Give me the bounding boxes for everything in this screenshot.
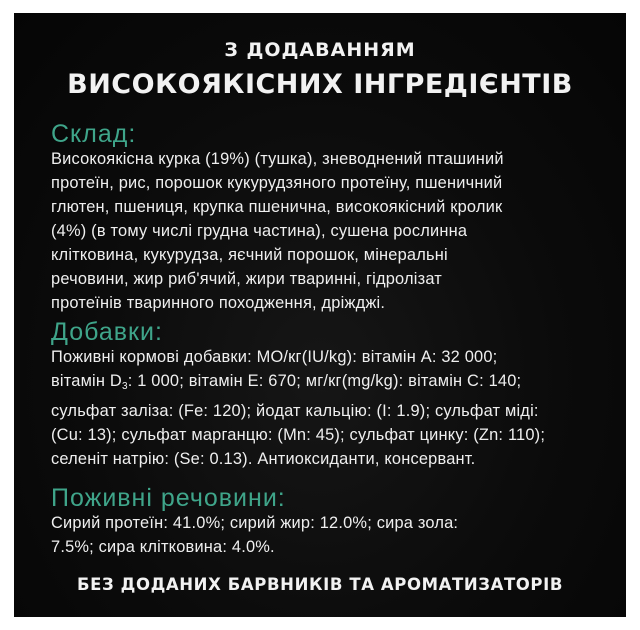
additives-line-part: : 1 000; вітамін Е: 670; мг/кг(mg/kg): вітамін С: 140; [127, 372, 522, 390]
nutrients-line: Сирий протеїн: 41.0%; сирий жир: 12.0%; сира зола: [51, 514, 459, 532]
additives-heading: Добавки: [51, 318, 163, 346]
subscript: 3 [121, 381, 128, 392]
nutrients-heading: Поживні речовини: [51, 484, 286, 512]
additives-line-vitamin-d [51, 369, 611, 399]
header-title: ВИСОКОЯКІСНИХ ІНГРЕДІЄНТІВ [67, 69, 573, 100]
additives-line: (Cu: 13); сульфат марганцю: (Mn: 45); сульфат цинку: (Zn: 110); [51, 426, 546, 444]
additives-text [51, 345, 611, 471]
nutrients-line: 7.5%; сира клітковина: 4.0%. [51, 538, 275, 556]
additives-line-part: вітамін D [51, 372, 122, 390]
additives-line: сульфат заліза: (Fe: 120); йодат кальцію: (I: 1.9); сульфат міді: [51, 402, 539, 420]
composition-line: протеїнів тваринного походження, дріжджі. [51, 294, 386, 312]
composition-line: Високоякісна курка (19%) (тушка), зневоднений пташиний [51, 150, 504, 168]
footer-claim: БЕЗ ДОДАНИХ БАРВНИКІВ ТА АРОМАТИЗАТОРІВ [76, 575, 564, 594]
composition-line: речовини, жир риб'ячий, жири тваринні, гідролізат [51, 270, 442, 288]
nutrients-text [51, 511, 611, 559]
header-subtitle: З ДОДАВАННЯМ [224, 39, 416, 61]
composition-line: протеїн, рис, порошок кукурудзяного протеїну, пшеничний [51, 174, 503, 192]
composition-line: клітковина, кукурудза, яєчний порошок, мінеральні [51, 246, 448, 264]
additives-line: Поживні кормові добавки: МО/кг(IU/kg): вітамін А: 32 000; [51, 348, 498, 366]
additives-line: селеніт натрію: (Se: 0.13). Антиоксиданти, консервант. [51, 450, 476, 468]
composition-line: глютен, пшениця, крупка пшенична, високоякісний кролик [51, 198, 503, 216]
composition-heading: Склад: [51, 120, 137, 148]
additives-section [51, 319, 611, 471]
composition-section [51, 121, 611, 315]
nutrients-section [51, 485, 611, 559]
composition-text [51, 147, 611, 315]
product-info-panel [14, 13, 626, 617]
composition-line: (4%) (в тому числі грудна частина), сушена рослинна [51, 222, 468, 240]
